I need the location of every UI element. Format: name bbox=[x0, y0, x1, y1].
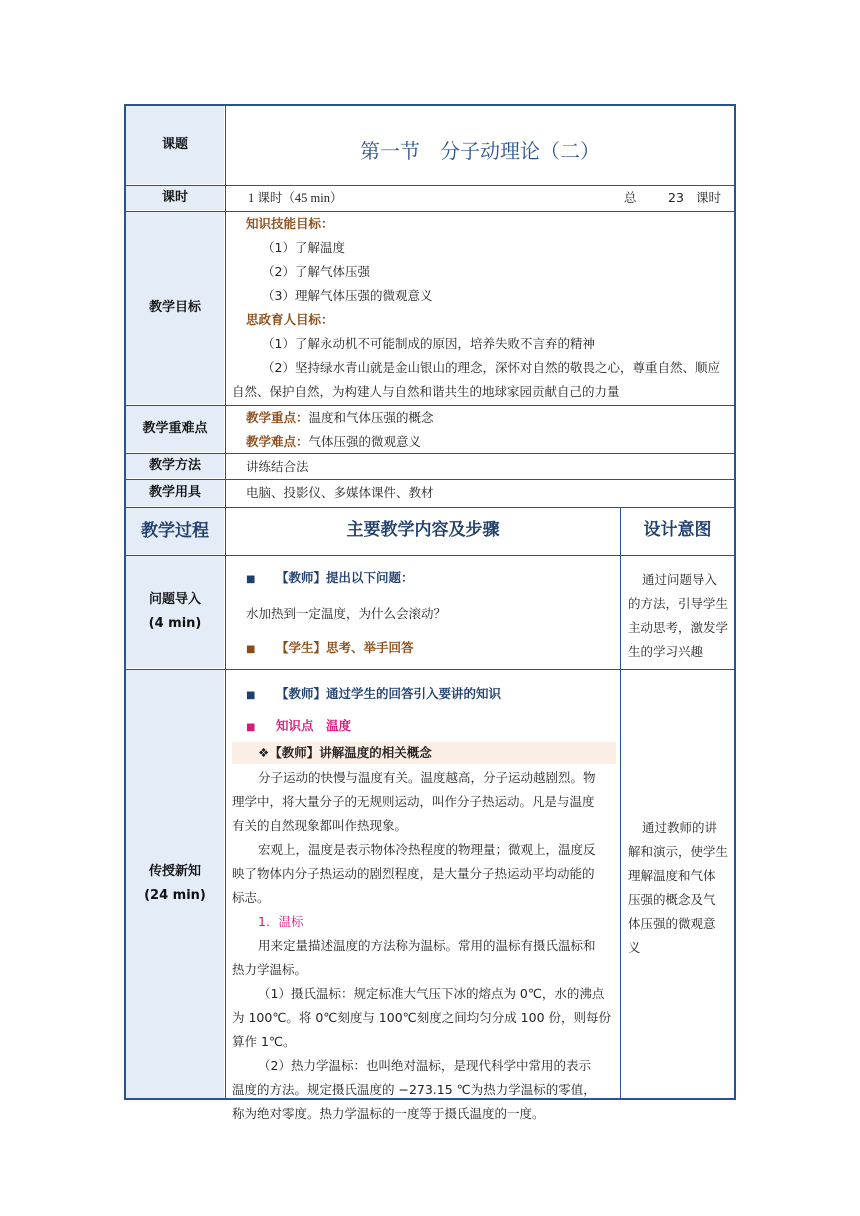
para2-line: 宏观上，温度是表示物体冷热程度的物理量；微观上，温度反 bbox=[258, 842, 596, 857]
square-bullet-icon: ■ bbox=[246, 574, 256, 585]
row-line bbox=[126, 507, 734, 508]
knowledge-heading: 知识技能目标： bbox=[246, 216, 334, 231]
total-number: 23 bbox=[668, 190, 684, 205]
intro-label: 问题导入 bbox=[148, 592, 201, 607]
knowledge-item-3: （3）理解气体压强的微观意义 bbox=[262, 288, 433, 303]
method-label: 教学方法 bbox=[148, 458, 201, 473]
explain-line: ❖【教师】讲解温度的相关概念 bbox=[232, 742, 616, 764]
intro-time: (4 min) bbox=[148, 616, 202, 631]
tools-label: 教学用具 bbox=[148, 485, 201, 500]
knowledge-item-1: （1）了解温度 bbox=[262, 240, 345, 255]
intro-intent-line: 生的学习兴趣 bbox=[628, 644, 704, 659]
row-line bbox=[126, 555, 734, 556]
ideology-item-1: （1）了解永动机不可能制成的原因，培养失败不言弃的精神 bbox=[262, 336, 595, 351]
para4-line: 为 100℃。将 0℃刻度与 100℃刻度之间均匀分成 100 份，则每份 bbox=[232, 1010, 612, 1025]
row-line bbox=[126, 479, 734, 480]
keypoints-label: 教学重难点 bbox=[142, 421, 208, 436]
knowledge-item-2: （2）了解气体压强 bbox=[262, 264, 370, 279]
total-label: 总 bbox=[624, 190, 637, 205]
para2-line: 标志。 bbox=[232, 890, 270, 905]
lesson-title: 第一节 分子动理论（二） bbox=[360, 139, 600, 163]
intro-intent-line: 通过问题导入 bbox=[642, 572, 718, 587]
difficulty-text: 气体压强的微观意义 bbox=[308, 434, 422, 449]
square-bullet-icon: ■ bbox=[246, 644, 256, 655]
intro-intent bbox=[628, 568, 732, 664]
ideology-heading: 思政育人目标： bbox=[246, 312, 334, 327]
ideology-item-2-line-1: （2）坚持绿水青山就是金山银山的理念，深怀对自然的敬畏之心，尊重自然、顺应 bbox=[262, 360, 720, 375]
teaching-teacher-line: ■ 【教师】通过学生的回答引入要讲的知识 bbox=[232, 682, 616, 708]
row-line bbox=[126, 185, 734, 186]
para3-line: 热力学温标。 bbox=[232, 962, 308, 977]
teaching-time: (24 min) bbox=[144, 888, 206, 903]
para2-line: 映了物体内分子热运动的剧烈程度，是大量分子热运动平均动能的 bbox=[232, 866, 595, 881]
square-bullet-icon: ■ bbox=[246, 722, 256, 733]
objectives-label: 教学目标 bbox=[148, 300, 201, 315]
teaching-intent-line: 压强的概念及气 bbox=[628, 892, 716, 907]
keypoints-content bbox=[246, 406, 434, 454]
hours-value: 1 课时（45 min） bbox=[248, 191, 343, 205]
teaching-intent-line: 通过教师的讲 bbox=[642, 820, 718, 835]
process-header-col1: 教学过程 bbox=[141, 521, 209, 541]
intro-teacher-line: ■ 【教师】提出以下问题： bbox=[246, 566, 616, 592]
para5-line: 温度的方法。规定摄氏温度的 −273.15 ℃为热力学温标的零值， bbox=[232, 1082, 596, 1097]
method-text: 讲练结合法 bbox=[246, 459, 309, 474]
focus-label: 教学重点： bbox=[246, 410, 309, 425]
para5-line: 称为绝对零度。热力学温标的一度等于摄氏温度的一度。 bbox=[232, 1106, 545, 1121]
para3-line: 用来定量描述温度的方法称为温标。常用的温标有摄氏温标和 bbox=[258, 938, 596, 953]
teaching-intent-line: 理解温度和气体 bbox=[628, 868, 716, 883]
para1-line: 分子运动的快慢与温度有关。温度越高，分子运动越剧烈。物 bbox=[258, 770, 596, 785]
intro-student-line: ■ 【学生】思考、举手回答 bbox=[246, 636, 616, 662]
label-column-divider bbox=[225, 106, 226, 1098]
focus-text: 温度和气体压强的概念 bbox=[308, 410, 434, 425]
square-bullet-icon: ■ bbox=[246, 690, 256, 701]
intro-intent-line: 主动思考，激发学 bbox=[628, 620, 729, 635]
subhead: 1．温标 bbox=[258, 914, 304, 929]
tools-text: 电脑、投影仪、多媒体课件、教材 bbox=[246, 485, 434, 500]
para1-line: 理学中，将大量分子的无规则运动，叫作分子热运动。凡是与温度 bbox=[232, 794, 595, 809]
intro-content bbox=[246, 566, 616, 662]
teaching-label: 传授新知 bbox=[148, 864, 201, 879]
para1-line: 有关的自然现象都叫作热现象。 bbox=[232, 818, 408, 833]
intro-intent-line: 的方法，引导学生 bbox=[628, 596, 729, 611]
teaching-content bbox=[232, 682, 616, 1126]
difficulty-label: 教学难点： bbox=[246, 434, 309, 449]
teaching-intent-line: 体压强的微观意 bbox=[628, 916, 716, 931]
objectives-content bbox=[232, 212, 730, 404]
para5-line: （2）热力学温标：也叫绝对温标，是现代科学中常用的表示 bbox=[258, 1058, 591, 1073]
knowledge-point-line: ■ 知识点 温度 bbox=[232, 714, 616, 740]
intro-question: 水加热到一定温度，为什么会滚动？ bbox=[246, 606, 447, 621]
process-header-col3: 设计意图 bbox=[643, 520, 712, 540]
ideology-item-2-line-2: 自然、保护自然，为构建人与自然和谐共生的地球家园贡献自己的力量 bbox=[232, 384, 620, 399]
para4-line: 算作 1℃。 bbox=[232, 1034, 296, 1049]
teaching-intent-line: 义 bbox=[628, 940, 641, 955]
process-header-col2: 主要教学内容及步骤 bbox=[346, 520, 500, 540]
row-line bbox=[126, 669, 734, 670]
hours-label: 课时 bbox=[161, 190, 188, 205]
para4-line: （1）摄氏温标：规定标准大气压下冰的熔点为 0℃，水的沸点 bbox=[258, 986, 605, 1001]
teaching-intent bbox=[628, 816, 732, 960]
total-unit: 课时 bbox=[696, 190, 722, 205]
teaching-intent-line: 解和演示，使学生 bbox=[628, 844, 729, 859]
topic-label: 课题 bbox=[161, 137, 188, 152]
intent-column-divider bbox=[620, 507, 621, 1098]
